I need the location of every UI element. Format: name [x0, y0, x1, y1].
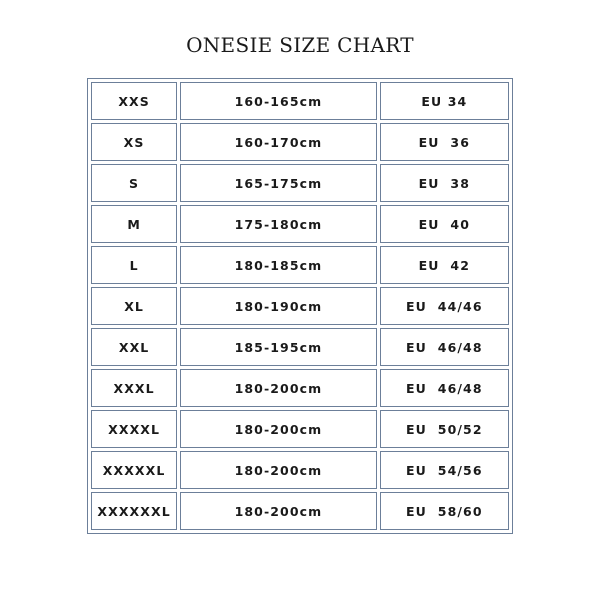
table-row — [91, 410, 509, 448]
eu-size-cell: EU 36 — [380, 123, 509, 161]
table-row — [91, 369, 509, 407]
eu-size-cell: EU 42 — [380, 246, 509, 284]
table-row — [91, 287, 509, 325]
table-row — [91, 205, 509, 243]
eu-size-cell: EU 46/48 — [380, 328, 509, 366]
height-cell: 160-165cm — [180, 82, 376, 120]
size-cell: XXXXL — [91, 410, 177, 448]
size-cell: XXS — [91, 82, 177, 120]
table-row — [91, 451, 509, 489]
eu-size-cell: EU 40 — [380, 205, 509, 243]
size-cell: XXL — [91, 328, 177, 366]
size-cell: XS — [91, 123, 177, 161]
size-cell: XL — [91, 287, 177, 325]
height-cell: 180-190cm — [180, 287, 376, 325]
table-row — [91, 492, 509, 530]
table-row — [91, 123, 509, 161]
eu-size-cell: EU 38 — [380, 164, 509, 202]
height-cell: 180-200cm — [180, 451, 376, 489]
eu-size-cell: EU 34 — [380, 82, 509, 120]
height-cell: 160-170cm — [180, 123, 376, 161]
eu-size-cell: EU 44/46 — [380, 287, 509, 325]
size-cell: XXXXXL — [91, 451, 177, 489]
eu-size-cell: EU 46/48 — [380, 369, 509, 407]
height-cell: 180-200cm — [180, 410, 376, 448]
table-row — [91, 328, 509, 366]
height-cell: 180-185cm — [180, 246, 376, 284]
eu-size-cell: EU 54/56 — [380, 451, 509, 489]
size-cell: L — [91, 246, 177, 284]
eu-size-cell: EU 50/52 — [380, 410, 509, 448]
size-cell: S — [91, 164, 177, 202]
table-row — [91, 246, 509, 284]
page-title: ONESIE SIZE CHART — [186, 33, 414, 57]
size-cell: XXXXXXL — [91, 492, 177, 530]
size-chart-table — [87, 78, 513, 534]
height-cell: 180-200cm — [180, 492, 376, 530]
height-cell: 185-195cm — [180, 328, 376, 366]
table-row — [91, 164, 509, 202]
size-cell: XXXL — [91, 369, 177, 407]
size-cell: M — [91, 205, 177, 243]
eu-size-cell: EU 58/60 — [380, 492, 509, 530]
height-cell: 165-175cm — [180, 164, 376, 202]
height-cell: 175-180cm — [180, 205, 376, 243]
table-row — [91, 82, 509, 120]
height-cell: 180-200cm — [180, 369, 376, 407]
